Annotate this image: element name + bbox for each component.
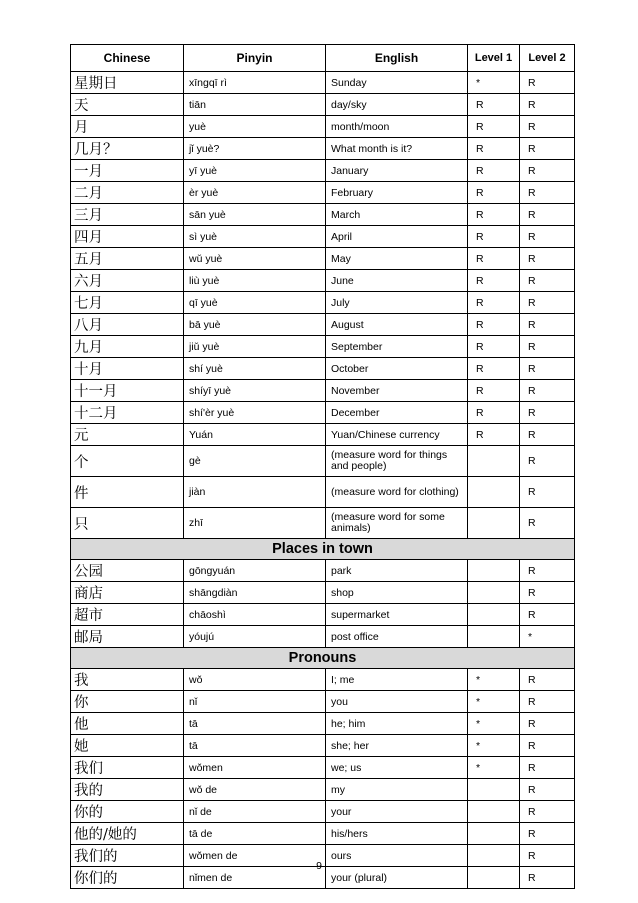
cell-level-1: R [468, 94, 520, 116]
cell-chinese: 我们 [71, 757, 184, 779]
cell-pinyin: Yuán [184, 424, 326, 446]
cell-chinese: 公园 [71, 560, 184, 582]
table-row [71, 204, 575, 226]
table-row [71, 801, 575, 823]
table-row [71, 735, 575, 757]
cell-level-1: R [468, 402, 520, 424]
cell-chinese: 七月 [71, 292, 184, 314]
cell-chinese: 只 [71, 508, 184, 539]
cell-pinyin: shíyī yuè [184, 380, 326, 402]
cell-chinese: 元 [71, 424, 184, 446]
cell-level-2: R [520, 402, 575, 424]
table-row [71, 182, 575, 204]
cell-pinyin: tiān [184, 94, 326, 116]
cell-pinyin: sān yuè [184, 204, 326, 226]
cell-pinyin: chāoshì [184, 604, 326, 626]
cell-pinyin: jǐ yuè? [184, 138, 326, 160]
vocabulary-table [70, 44, 575, 889]
cell-level-2: R [520, 446, 575, 477]
section-pronouns-rows [71, 669, 575, 889]
cell-chinese: 我的 [71, 779, 184, 801]
cell-english: day/sky [326, 94, 468, 116]
cell-level-2: R [520, 801, 575, 823]
cell-english: November [326, 380, 468, 402]
cell-english: February [326, 182, 468, 204]
cell-pinyin: yī yuè [184, 160, 326, 182]
table-header-row [71, 45, 575, 72]
section-time-rows [71, 72, 575, 539]
table-row [71, 270, 575, 292]
table-row [71, 582, 575, 604]
cell-chinese: 我 [71, 669, 184, 691]
cell-level-1 [468, 823, 520, 845]
cell-english: my [326, 779, 468, 801]
cell-english: May [326, 248, 468, 270]
table-row [71, 757, 575, 779]
table-row [71, 669, 575, 691]
cell-english: we; us [326, 757, 468, 779]
table-row [71, 380, 575, 402]
cell-level-1 [468, 560, 520, 582]
table-row [71, 160, 575, 182]
cell-level-1: R [468, 424, 520, 446]
cell-pinyin: wǔ yuè [184, 248, 326, 270]
page-number: 9 [316, 860, 322, 872]
cell-level-2: R [520, 358, 575, 380]
cell-level-2: R [520, 508, 575, 539]
section-places-rows [71, 560, 575, 648]
cell-level-1: R [468, 182, 520, 204]
cell-pinyin: nǐ de [184, 801, 326, 823]
cell-level-2: R [520, 160, 575, 182]
cell-level-2: R [520, 72, 575, 94]
cell-level-2: R [520, 270, 575, 292]
cell-english: supermarket [326, 604, 468, 626]
cell-pinyin: yuè [184, 116, 326, 138]
cell-english: December [326, 402, 468, 424]
section-pronouns [71, 648, 575, 669]
cell-level-1: R [468, 226, 520, 248]
table-row [71, 248, 575, 270]
cell-english: post office [326, 626, 468, 648]
cell-english: month/moon [326, 116, 468, 138]
cell-level-2: R [520, 757, 575, 779]
cell-level-2: R [520, 292, 575, 314]
cell-pinyin: èr yuè [184, 182, 326, 204]
cell-english: shop [326, 582, 468, 604]
cell-level-2: R [520, 713, 575, 735]
cell-chinese: 他的/她的 [71, 823, 184, 845]
table-row [71, 116, 575, 138]
cell-level-2: R [520, 560, 575, 582]
cell-chinese: 几月？ [71, 138, 184, 160]
cell-level-1: * [468, 669, 520, 691]
cell-chinese: 十月 [71, 358, 184, 380]
header-english: English [326, 45, 468, 72]
table-row [71, 424, 575, 446]
cell-chinese: 十二月 [71, 402, 184, 424]
cell-level-1 [468, 446, 520, 477]
cell-pinyin: tā [184, 735, 326, 757]
cell-level-1 [468, 582, 520, 604]
cell-chinese: 九月 [71, 336, 184, 358]
table-row [71, 508, 575, 539]
cell-pinyin: shāngdiàn [184, 582, 326, 604]
cell-english: she; her [326, 735, 468, 757]
cell-pinyin: wǒmen [184, 757, 326, 779]
cell-level-1: R [468, 270, 520, 292]
table-row [71, 713, 575, 735]
cell-level-2: R [520, 248, 575, 270]
cell-pinyin: tā [184, 713, 326, 735]
table-row [71, 94, 575, 116]
cell-pinyin: yóujú [184, 626, 326, 648]
cell-level-2: R [520, 94, 575, 116]
table-row [71, 691, 575, 713]
cell-level-1: R [468, 314, 520, 336]
cell-level-2: R [520, 380, 575, 402]
cell-level-1 [468, 604, 520, 626]
cell-level-2: R [520, 779, 575, 801]
header-level-2: Level 2 [520, 45, 575, 72]
cell-pinyin: gōngyuán [184, 560, 326, 582]
cell-english: March [326, 204, 468, 226]
table-row [71, 226, 575, 248]
cell-level-2: R [520, 116, 575, 138]
cell-level-1: R [468, 292, 520, 314]
cell-pinyin: wǒ de [184, 779, 326, 801]
cell-pinyin: liù yuè [184, 270, 326, 292]
cell-chinese: 件 [71, 477, 184, 508]
cell-english: Sunday [326, 72, 468, 94]
cell-level-1: R [468, 358, 520, 380]
cell-chinese: 他 [71, 713, 184, 735]
cell-level-1: * [468, 691, 520, 713]
table-row [71, 402, 575, 424]
cell-level-2: R [520, 424, 575, 446]
cell-chinese: 四月 [71, 226, 184, 248]
cell-pinyin: shí'èr yuè [184, 402, 326, 424]
cell-chinese: 她 [71, 735, 184, 757]
cell-chinese: 个 [71, 446, 184, 477]
cell-english: June [326, 270, 468, 292]
cell-level-1: * [468, 735, 520, 757]
table-row [71, 560, 575, 582]
cell-level-1 [468, 626, 520, 648]
cell-level-1: R [468, 248, 520, 270]
cell-level-2: R [520, 582, 575, 604]
cell-pinyin: gè [184, 446, 326, 477]
cell-english: your [326, 801, 468, 823]
cell-english: I; me [326, 669, 468, 691]
cell-level-1 [468, 779, 520, 801]
cell-level-2: R [520, 691, 575, 713]
cell-level-1 [468, 508, 520, 539]
section-heading-row [71, 648, 575, 669]
cell-level-1: * [468, 72, 520, 94]
cell-level-2: R [520, 314, 575, 336]
cell-chinese: 你们的 [71, 867, 184, 889]
cell-chinese: 一月 [71, 160, 184, 182]
cell-pinyin: nǐmen de [184, 867, 326, 889]
cell-level-2: * [520, 626, 575, 648]
cell-chinese: 超市 [71, 604, 184, 626]
cell-chinese: 你的 [71, 801, 184, 823]
cell-pinyin: bā yuè [184, 314, 326, 336]
cell-level-1: * [468, 757, 520, 779]
cell-pinyin: jiàn [184, 477, 326, 508]
cell-level-2: R [520, 226, 575, 248]
cell-english: ours [326, 845, 468, 867]
table-row [71, 446, 575, 477]
cell-pinyin: qī yuè [184, 292, 326, 314]
cell-english: (measure word for things and people) [326, 446, 468, 477]
cell-english: September [326, 336, 468, 358]
cell-level-1: R [468, 204, 520, 226]
cell-level-1: R [468, 116, 520, 138]
cell-pinyin: jiǔ yuè [184, 336, 326, 358]
cell-english: his/hers [326, 823, 468, 845]
section-heading-places: Places in town [71, 539, 575, 560]
cell-level-2: R [520, 735, 575, 757]
cell-english: July [326, 292, 468, 314]
cell-level-1 [468, 477, 520, 508]
table-row [71, 779, 575, 801]
table-row [71, 314, 575, 336]
cell-chinese: 月 [71, 116, 184, 138]
cell-pinyin: zhī [184, 508, 326, 539]
cell-chinese: 商店 [71, 582, 184, 604]
cell-level-2: R [520, 604, 575, 626]
table-row [71, 604, 575, 626]
cell-pinyin: tā de [184, 823, 326, 845]
cell-chinese: 五月 [71, 248, 184, 270]
cell-level-1: R [468, 380, 520, 402]
cell-pinyin: xīngqī rì [184, 72, 326, 94]
table-row [71, 336, 575, 358]
table-row [71, 138, 575, 160]
cell-level-2: R [520, 823, 575, 845]
section-places [71, 539, 575, 560]
cell-english: park [326, 560, 468, 582]
section-heading-row [71, 539, 575, 560]
cell-level-2: R [520, 138, 575, 160]
cell-level-2: R [520, 477, 575, 508]
cell-chinese: 天 [71, 94, 184, 116]
header-chinese: Chinese [71, 45, 184, 72]
cell-english: October [326, 358, 468, 380]
cell-level-2: R [520, 182, 575, 204]
table-row [71, 626, 575, 648]
cell-pinyin: wǒmen de [184, 845, 326, 867]
section-heading-pronouns: Pronouns [71, 648, 575, 669]
header-level-1: Level 1 [468, 45, 520, 72]
cell-level-2: R [520, 669, 575, 691]
table-row [71, 292, 575, 314]
cell-english: What month is it? [326, 138, 468, 160]
cell-english: April [326, 226, 468, 248]
cell-level-2: R [520, 867, 575, 889]
cell-level-1 [468, 801, 520, 823]
cell-chinese: 你 [71, 691, 184, 713]
cell-chinese: 邮局 [71, 626, 184, 648]
table-row [71, 823, 575, 845]
cell-chinese: 我们的 [71, 845, 184, 867]
cell-level-2: R [520, 336, 575, 358]
cell-level-2: R [520, 204, 575, 226]
cell-level-1: R [468, 336, 520, 358]
cell-level-1: * [468, 713, 520, 735]
cell-pinyin: nǐ [184, 691, 326, 713]
cell-english: he; him [326, 713, 468, 735]
table-row [71, 477, 575, 508]
cell-chinese: 二月 [71, 182, 184, 204]
cell-pinyin: wǒ [184, 669, 326, 691]
cell-chinese: 八月 [71, 314, 184, 336]
cell-pinyin: sì yuè [184, 226, 326, 248]
cell-level-2: R [520, 845, 575, 867]
cell-level-1: R [468, 138, 520, 160]
cell-english: January [326, 160, 468, 182]
cell-english: August [326, 314, 468, 336]
cell-english: (measure word for some animals) [326, 508, 468, 539]
cell-level-1: R [468, 160, 520, 182]
header-pinyin: Pinyin [184, 45, 326, 72]
cell-english: (measure word for clothing) [326, 477, 468, 508]
cell-chinese: 三月 [71, 204, 184, 226]
cell-english: Yuan/Chinese currency [326, 424, 468, 446]
cell-english: your (plural) [326, 867, 468, 889]
cell-chinese: 星期日 [71, 72, 184, 94]
cell-chinese: 十一月 [71, 380, 184, 402]
cell-pinyin: shí yuè [184, 358, 326, 380]
cell-english: you [326, 691, 468, 713]
table-row [71, 72, 575, 94]
table-row [71, 358, 575, 380]
cell-chinese: 六月 [71, 270, 184, 292]
